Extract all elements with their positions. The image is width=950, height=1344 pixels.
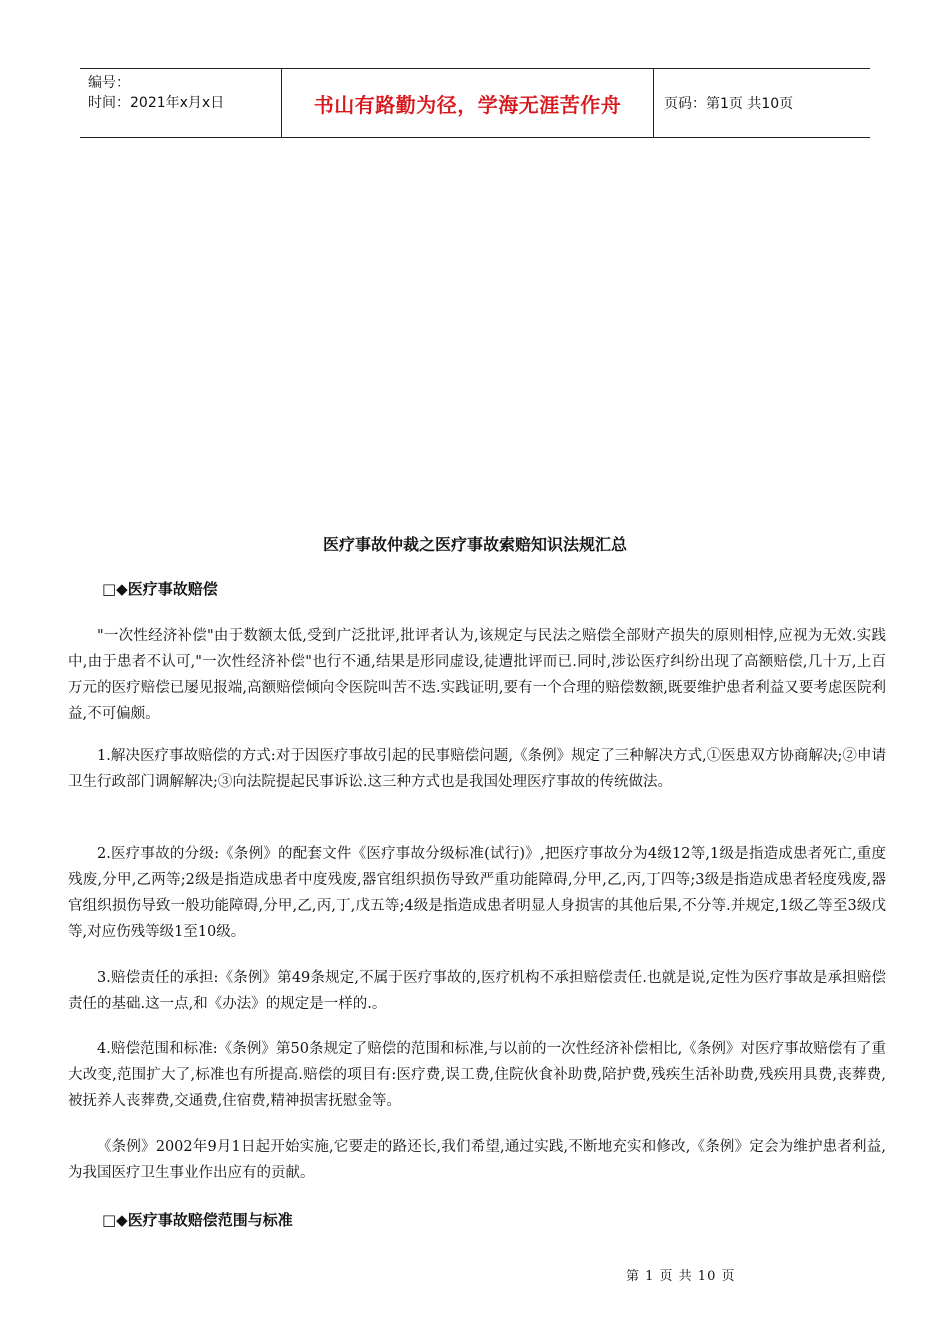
section-heading-scope-standards: □◆医疗事故赔偿范围与标准 [102,1211,293,1229]
header-motto: 书山有路勤为径，学海无涯苦作舟 [282,69,654,137]
paragraph-resolution-methods: 1.解决医疗事故赔偿的方式:对于因医疗事故引起的民事赔偿问题,《条例》规定了三种解决方式,①医患双方协商解决;②申请卫生行政部门调解解决;③向法院提起民事诉讼.这三种方式也是我国处理医疗事故的传统做法。 [68,748,886,790]
header-page-info: 页码：第1页 共10页 [664,96,794,112]
paragraph-compensation-scope: 4.赔偿范围和标准:《条例》第50条规定了赔偿的范围和标准,与以前的一次性经济补偿相比,《条例》对医疗事故赔偿有了重大改变,范围扩大了,标准也有所提高.赔偿的项目有:医疗费,误工费,住院伙食补助费,陪护费,残疾生活补助费,残疾用具费,丧葬费,被抚养人丧葬费,交通费,住宿费,精神损害抚慰金等。 [68,1041,886,1109]
page-footer: 第 1 页 共 10 页 [626,1269,736,1284]
header-meta [80,69,282,137]
paragraph-accident-grading: 2.医疗事故的分级:《条例》的配套文件《医疗事故分级标准(试行)》,把医疗事故分为4级12等,1级是指造成患者死亡,重度残废,分甲,乙两等;2级是指造成患者中度残废,器官组织损伤导致严重功能障碍,分甲,乙,丙,丁四等;3级是指造成患者轻度残废,器官组织损伤导致一般功能障碍,分甲,乙,丙,丁,戊五等;4级是指造成患者明显人身损害的其他后果,不分等.并规定,1级乙等至3级戊等,对应伤残等级1至10级。 [68,846,886,940]
section-heading-compensation: □◆医疗事故赔偿 [102,580,218,598]
paragraph-conclusion: 《条例》2002年9月1日起开始实施,它要走的路还长,我们希望,通过实践,不断地充实和修改,《条例》定会为维护患者利益,为我国医疗卫生事业作出应有的贡献。 [68,1139,886,1181]
paragraph-liability: 3.赔偿责任的承担:《条例》第49条规定,不属于医疗事故的,医疗机构不承担赔偿责任.也就是说,定性为医疗事故是承担赔偿责任的基础.这一点,和《办法》的规定是一样的.。 [68,970,886,1012]
document-number-label: 编号： [88,75,130,91]
document-title: 医疗事故仲裁之医疗事故索赔知识法规汇总 [322,535,627,554]
document-date: 时间：2021年x月x日 [88,95,225,111]
page-header [80,68,870,138]
paragraph-intro: "一次性经济补偿"由于数额太低,受到广泛批评,批评者认为,该规定与民法之赔偿全部财产损失的原则相悖,应视为无效.实践中,由于患者不认可,"一次性经济补偿"也行不通,结果是形同虚设,徒遭批评而已.同时,涉讼医疗纠纷出现了高额赔偿,几十万,上百万元的医疗赔偿已屡见报端,高额赔偿倾向令医院叫苦不迭.实践证明,要有一个合理的赔偿数额,既要维护患者利益又要考虑医院利益,不可偏颇。 [68,628,886,722]
